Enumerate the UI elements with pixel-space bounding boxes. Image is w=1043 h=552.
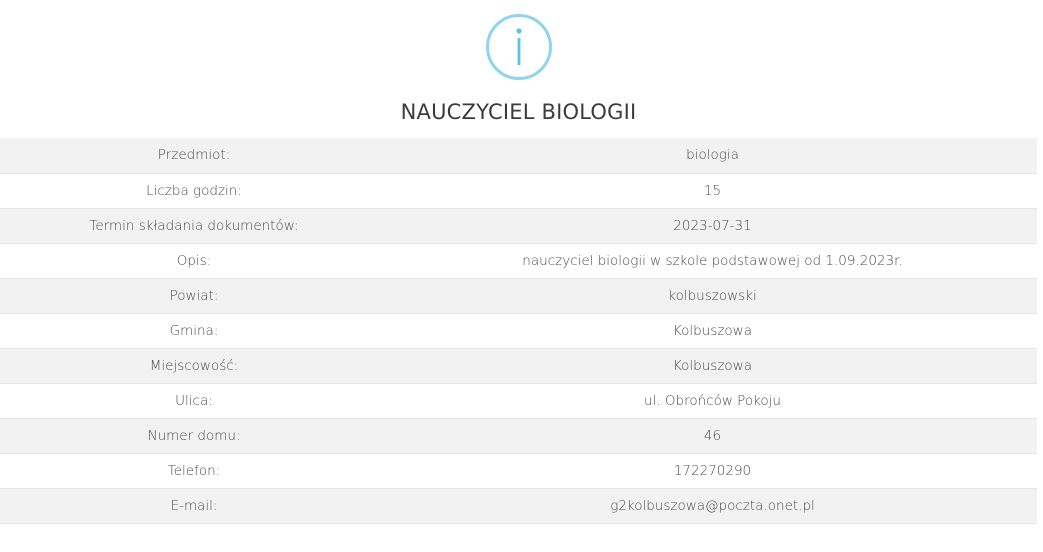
row-value-ulica: ul. Obrońców Pokoju — [388, 383, 1037, 418]
table-row — [0, 278, 1037, 313]
row-label-gmina: Gmina: — [0, 313, 388, 348]
row-value-telefon: 172270290 — [388, 453, 1037, 488]
table-row — [0, 138, 1037, 173]
table-row — [0, 243, 1037, 278]
row-label-opis: Opis: — [0, 243, 388, 278]
table-row — [0, 348, 1037, 383]
row-value-liczba-godzin: 15 — [388, 173, 1037, 208]
row-label-ulica: Ulica: — [0, 383, 388, 418]
row-value-powiat: kolbuszowski — [388, 278, 1037, 313]
table-row — [0, 173, 1037, 208]
row-label-przedmiot: Przedmiot: — [0, 138, 388, 173]
row-label-email: E-mail: — [0, 488, 388, 523]
row-label-miejscowosc: Miejscowość: — [0, 348, 388, 383]
row-label-numer-domu: Numer domu: — [0, 418, 388, 453]
row-value-numer-domu: 46 — [388, 418, 1037, 453]
table-row — [0, 488, 1037, 523]
row-value-opis: nauczyciel biologii w szkole podstawowej od 1.09.2023r. — [388, 243, 1037, 278]
table-row — [0, 453, 1037, 488]
row-value-miejscowosc: Kolbuszowa — [388, 348, 1037, 383]
table-row — [0, 208, 1037, 243]
row-value-przedmiot: biologia — [388, 138, 1037, 173]
page-title: NAUCZYCIEL BIOLOGII — [400, 100, 637, 124]
row-label-telefon: Telefon: — [0, 453, 388, 488]
row-label-liczba-godzin: Liczba godzin: — [0, 173, 388, 208]
info-glyph — [512, 27, 526, 67]
row-value-termin: 2023-07-31 — [388, 208, 1037, 243]
table-row — [0, 313, 1037, 348]
row-value-gmina: Kolbuszowa — [388, 313, 1037, 348]
info-icon — [486, 14, 552, 80]
row-value-email: g2kolbuszowa@poczta.onet.pl — [388, 488, 1037, 523]
table-row — [0, 383, 1037, 418]
table-row — [0, 418, 1037, 453]
row-label-termin: Termin składania dokumentów: — [0, 208, 388, 243]
row-label-powiat: Powiat: — [0, 278, 388, 313]
details-table — [0, 138, 1037, 524]
